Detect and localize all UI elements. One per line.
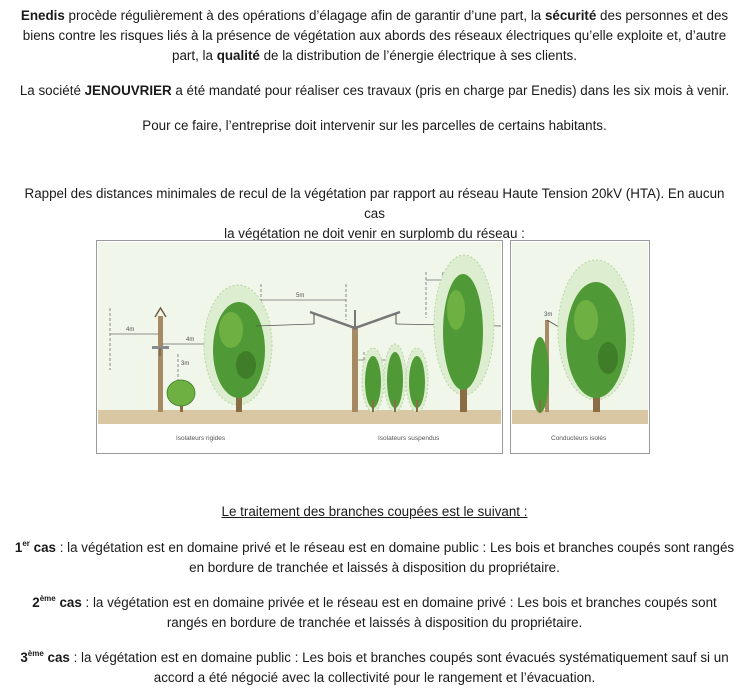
small-trees-group	[362, 344, 428, 412]
enedis-bold: Enedis	[20, 8, 65, 23]
small-cypress-insulated	[531, 337, 549, 413]
distance-label: 3m	[181, 361, 190, 367]
caption-suspended-insulators: Isolateurs suspendus	[378, 435, 440, 442]
distance-label: 4m	[126, 327, 135, 333]
caption-rigid-insulators: Isolateurs rigides	[176, 435, 226, 442]
mandate-paragraph: La société JENOUVRIER a été mandaté pour réaliser ces travaux (pris en charge par Enedis) dans les six mois à venir.	[19, 83, 730, 98]
case-2: 2ème cas : la végétation est en domaine privée et le réseau est en domaine privé : Les bois et branches coupés sont rangés en bordure de tranchée et laissés à disposition du propriétaire.	[32, 594, 717, 630]
intervention-paragraph: Pour ce faire, l’entreprise doit intervenir sur les parcelles de certains habitants.	[142, 118, 607, 133]
distance-label: 4m	[186, 337, 195, 343]
intro-paragraph: Enedis procède régulièrement à des opérations d’élagage afin de garantir d’une part, la sécurité des personnes et des biens contre les risques liés à la présence de végétation aux abords des réseaux électriques qu’elle exploite et, d’autre part, la qualité de la distribution de l’énergie électrique à ses clients.	[20, 8, 729, 63]
panel-insulated-conductors	[511, 241, 650, 454]
case-1: 1er cas : la végétation est en domaine privé et le réseau est en domaine public : Les bois et branches coupés sont rangés en bordure de tranchée et laissés à disposition du propriétaire.	[14, 539, 735, 575]
reminder-paragraph: Rappel des distances minimales de recul de la végétation par rapport au réseau Haute Tension 20kV (HTA). En aucun cas la végétation ne doit venir en surplomb du réseau :	[24, 186, 725, 241]
company-name: JENOUVRIER	[84, 83, 172, 98]
vegetation-distance-figure	[96, 240, 650, 455]
ground-strip	[98, 410, 501, 424]
case-3: 3ème cas : la végétation est en domaine public : Les bois et branches coupés sont évacués systématiquement sauf si un accord a été négocié avec la collectivité pour le rangement et l’évacuation.	[20, 649, 729, 685]
caption-insulated-conductors: Conducteurs isolés	[551, 435, 607, 442]
distance-label: 5m	[296, 293, 305, 299]
panel-bare-lines	[97, 241, 503, 454]
distance-label: 3m	[544, 312, 553, 318]
treatment-heading: Le traitement des branches coupées est le suivant :	[221, 504, 528, 519]
